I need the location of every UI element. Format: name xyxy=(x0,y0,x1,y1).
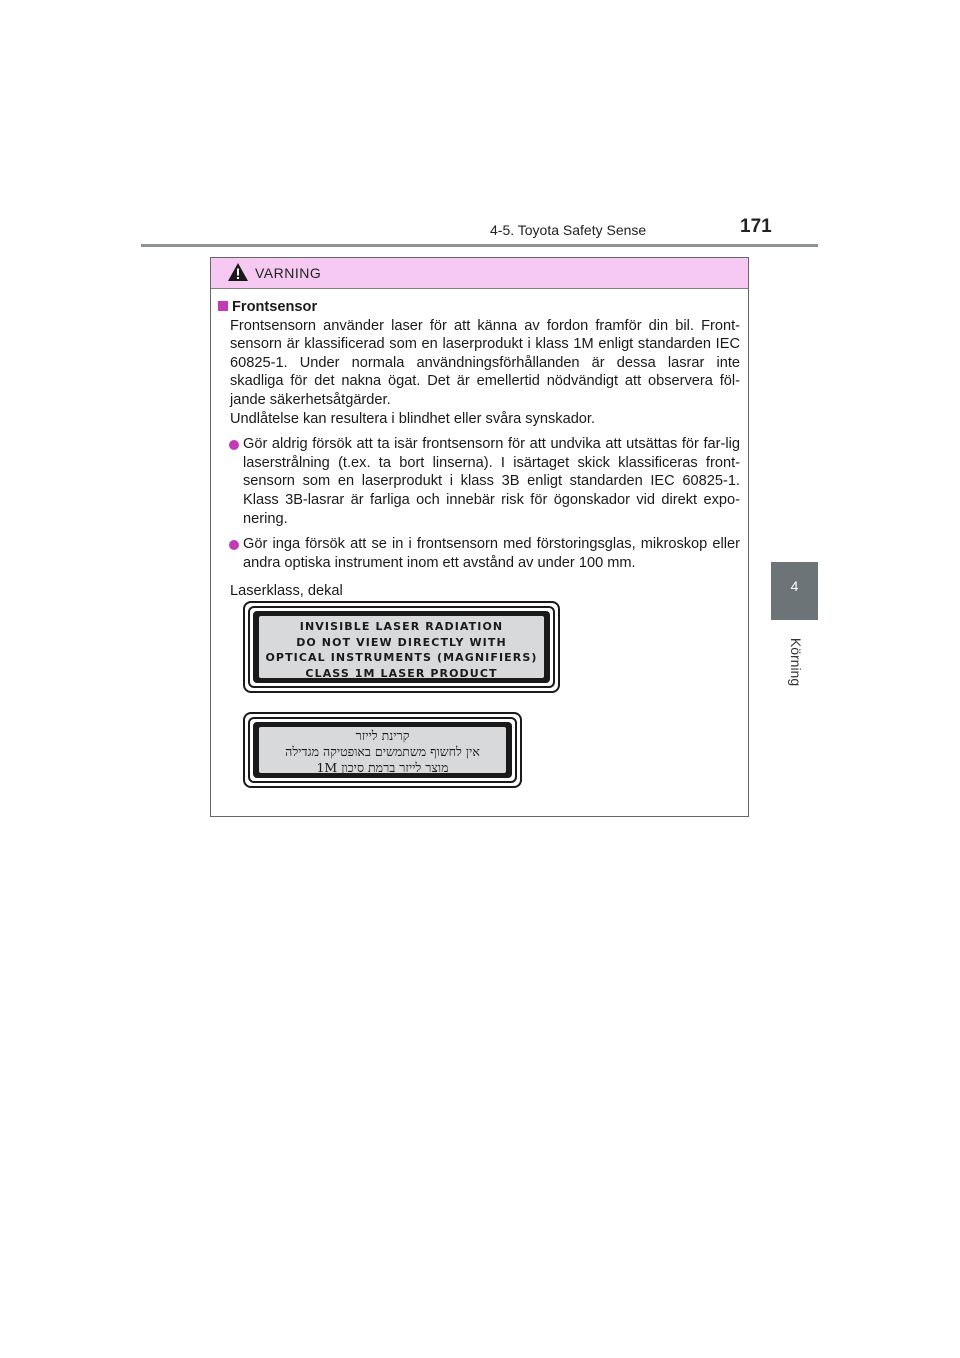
chapter-number: 4 xyxy=(790,578,799,594)
laser-label-hebrew xyxy=(243,712,522,788)
warning-title: VARNING xyxy=(255,265,322,281)
list-item xyxy=(243,535,740,572)
square-bullet-icon xyxy=(218,301,228,311)
bullet-dot-icon xyxy=(229,540,239,550)
warning-content xyxy=(211,298,748,601)
warning-triangle-icon xyxy=(227,262,249,282)
chapter-label-text: Körning xyxy=(788,637,805,687)
label-line: מוצר לייזר ברמת סיכון 1M xyxy=(316,760,449,775)
chapter-tab xyxy=(771,562,818,620)
list-item xyxy=(243,435,740,528)
laser-label-hebrew-text xyxy=(259,727,506,773)
figure-caption: Laserklass, dekal xyxy=(230,583,343,600)
chapter-label xyxy=(772,637,818,687)
consequence-paragraph: Undlåtelse kan resultera i blindhet eller svåra synskador. xyxy=(230,410,596,427)
label-line: קרינת לייזר xyxy=(355,728,410,743)
laser-label-english xyxy=(243,601,560,693)
section-title: 4-5. Toyota Safety Sense xyxy=(490,222,647,238)
list-item-text: Gör inga försök att se in i frontsensorn med förstoringsglas, mikroskop eller andra optiska instrument inom ett avstånd av under 100 mm. xyxy=(243,536,740,571)
label-line: OPTICAL INSTRUMENTS (MAGNIFIERS) xyxy=(265,651,538,664)
header-divider xyxy=(141,244,818,247)
label-line: DO NOT VIEW DIRECTLY WITH xyxy=(296,635,507,649)
label-line: INVISIBLE LASER RADIATION xyxy=(299,620,504,633)
page-number: 171 xyxy=(740,216,772,237)
label-line: CLASS 1M LASER PRODUCT xyxy=(305,666,498,680)
section-heading xyxy=(218,298,748,317)
laser-label-english-text xyxy=(259,616,544,678)
bullet-dot-icon xyxy=(229,440,239,450)
label-line: אין לחשוף משתמשים באופטיקה מגדילה xyxy=(285,744,480,759)
section-heading-text: Frontsensor xyxy=(232,299,318,315)
intro-paragraph: Frontsensorn använder laser för att känna av fordon framför din bil. Front-sensorn är klassificerad som en laserprodukt i klass 1M enligt standarden IEC 60825-1. Under normala användningsförhållanden är dessa lasrar inte skadliga för det nakna ögat. Det är emellertid nödvändigt att observera föl-jande säkerhetsåtgärder. xyxy=(230,317,740,408)
warning-header xyxy=(211,258,748,289)
list-item-text: Gör aldrig försök att ta isär frontsensorn för att undvika att utsättas för far-lig laserstrålning (t.ex. ta bort linserna). I isärtaget skick klassificeras front-sensorn som en laserprodukt i klass 3B enligt standarden IEC 60825-1. Klass 3B-lasrar är farliga och innebär risk för ögonskador vid direkt expo-nering. xyxy=(243,436,740,527)
